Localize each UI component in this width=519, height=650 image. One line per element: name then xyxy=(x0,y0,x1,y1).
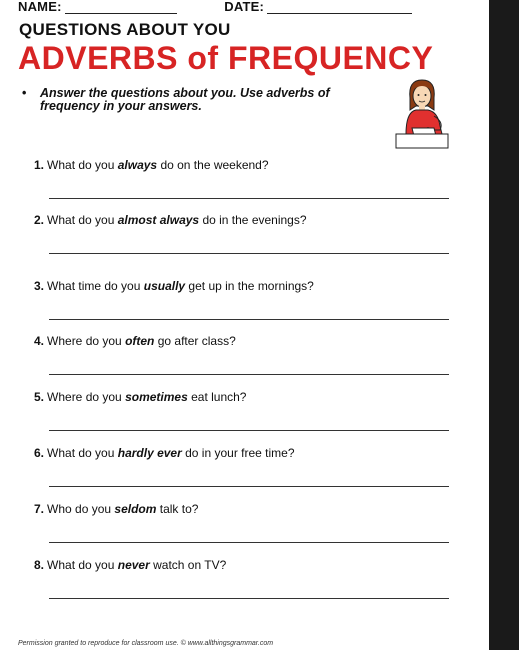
question-3: 3. What time do you usually get up in the mornings? xyxy=(34,279,314,293)
question-2: 2. What do you almost always do in the evenings? xyxy=(34,213,307,227)
question-8: 8. What do you never watch on TV? xyxy=(34,558,227,572)
name-label: NAME: xyxy=(18,0,62,14)
answer-line-6[interactable] xyxy=(49,486,449,487)
answer-line-3[interactable] xyxy=(49,319,449,320)
date-blank xyxy=(267,13,412,14)
header-line xyxy=(18,0,412,14)
footer-permission: Permission granted to reproduce for classroom use. © www.allthingsgrammar.com xyxy=(18,640,274,647)
question-5: 5. Where do you sometimes eat lunch? xyxy=(34,390,247,404)
answer-line-1[interactable] xyxy=(49,198,449,199)
question-7: 7. Who do you seldom talk to? xyxy=(34,502,199,516)
answer-line-2[interactable] xyxy=(49,253,449,254)
dark-side-bar xyxy=(489,0,519,650)
instruction-text: Answer the questions about you. Use adverbs of frequency in your answers. xyxy=(40,86,330,113)
instruction xyxy=(22,87,352,113)
girl-writing-icon xyxy=(394,76,450,150)
answer-line-4[interactable] xyxy=(49,374,449,375)
name-blank xyxy=(65,13,177,14)
bullet-icon: • xyxy=(22,86,27,100)
question-4: 4. Where do you often go after class? xyxy=(34,334,236,348)
answer-line-7[interactable] xyxy=(49,542,449,543)
page-title: ADVERBS of FREQUENCY xyxy=(18,40,434,76)
question-1: 1. What do you always do on the weekend? xyxy=(34,158,269,172)
answer-line-8[interactable] xyxy=(49,598,449,599)
subtitle: QUESTIONS ABOUT YOU xyxy=(19,20,231,39)
question-6: 6. What do you hardly ever do in your free time? xyxy=(34,446,295,460)
answer-line-5[interactable] xyxy=(49,430,449,431)
date-label: DATE: xyxy=(224,0,264,14)
